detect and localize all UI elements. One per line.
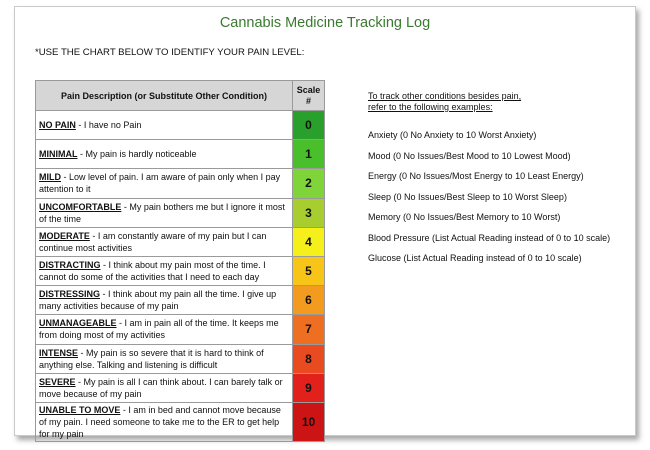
example-item: Energy (0 No Issues/Most Energy to 10 Least Energy) xyxy=(368,171,584,181)
pain-description xyxy=(36,286,293,315)
pain-term: MINIMAL xyxy=(39,149,78,160)
pain-description xyxy=(36,256,293,285)
table-header-row xyxy=(36,81,325,111)
pain-description xyxy=(36,373,293,402)
pain-term: UNMANAGEABLE xyxy=(39,318,117,329)
pain-term: DISTRESSING xyxy=(39,289,101,300)
scale-value: 10 xyxy=(293,402,325,441)
examples-heading xyxy=(368,91,610,113)
pain-text: - I think about my pain all the time. I give up many activities because of my pain xyxy=(39,289,277,312)
table-row xyxy=(36,402,325,441)
example-item: Memory (0 No Issues/Best Memory to 10 Worst) xyxy=(368,212,561,222)
pain-text: - I think about my pain most of the time. I cannot do some of the activities that I need to each day xyxy=(39,260,266,283)
pain-rows xyxy=(36,111,325,442)
pain-term: NO PAIN xyxy=(39,120,76,131)
pain-text: - My pain is all I can think about. I can barely talk or move because of my pain xyxy=(39,376,283,399)
header-scale xyxy=(293,81,325,111)
document-title: Cannabis Medicine Tracking Log xyxy=(219,15,431,31)
example-item: Anxiety (0 No Anxiety to 10 Worst Anxiety) xyxy=(368,130,537,140)
pain-description xyxy=(36,315,293,344)
pain-scale-table xyxy=(35,80,325,442)
header-scale-symbol: # xyxy=(305,95,311,106)
table-row xyxy=(36,286,325,315)
pain-text: - My pain is hardly noticeable xyxy=(77,149,197,160)
examples-heading-line2: refer to the following examples: xyxy=(368,102,493,112)
pain-text: - My pain bothers me but I ignore it most of the time xyxy=(39,201,285,224)
table-row xyxy=(36,111,325,140)
header-scale-word: Scale xyxy=(296,84,321,95)
table-row xyxy=(36,227,325,256)
pain-description xyxy=(36,344,293,373)
scale-value: 0 xyxy=(293,111,325,140)
example-item: Glucose (List Actual Reading instead of 0 to 10 scale) xyxy=(368,253,582,263)
document-page xyxy=(14,6,636,439)
pain-description xyxy=(36,169,293,198)
pain-description xyxy=(36,140,293,169)
pain-text: - I have no Pain xyxy=(75,120,142,131)
pain-text: - I am constantly aware of my pain but I can continue most activities xyxy=(39,230,267,253)
table-row xyxy=(36,256,325,285)
pain-term: DISTRACTING xyxy=(39,260,101,271)
example-item: Mood (0 No Issues/Best Mood to 10 Lowest Mood) xyxy=(368,150,571,161)
table-row xyxy=(36,198,325,227)
scale-value: 1 xyxy=(293,140,325,169)
pain-description xyxy=(36,198,293,227)
pain-text: - Low level of pain. I am aware of pain only when I pay attention to it xyxy=(39,172,281,195)
pain-term: MILD xyxy=(39,172,61,183)
table-row xyxy=(36,373,325,402)
pain-text: - I am in pain all of the time. It keeps me from doing most of my activities xyxy=(39,318,279,341)
scale-value: 2 xyxy=(293,169,325,198)
pain-term: INTENSE xyxy=(39,347,79,358)
scale-value: 5 xyxy=(293,256,325,285)
pain-term: SEVERE xyxy=(39,376,76,387)
scale-value: 9 xyxy=(293,373,325,402)
scale-value: 7 xyxy=(293,315,325,344)
scale-value: 4 xyxy=(293,227,325,256)
header-description: Pain Description (or Substitute Other Condition) xyxy=(36,81,293,111)
pain-text: - My pain is so severe that it is hard to think of anything else. Talking and listening is difficult xyxy=(39,347,264,370)
table-row xyxy=(36,315,325,344)
pain-term: UNABLE TO MOVE xyxy=(39,404,121,415)
examples-list xyxy=(368,129,610,273)
example-item: Sleep (0 No Issues/Best Sleep to 10 Worst Sleep) xyxy=(368,191,567,202)
example-item: Blood Pressure (List Actual Reading instead of 0 to 10 scale) xyxy=(368,232,611,243)
pain-text: - I am in bed and cannot move because of my pain. I need someone to take me to the ER to get help for my pain xyxy=(39,404,281,439)
table-row xyxy=(36,344,325,373)
pain-term: UNCOMFORTABLE xyxy=(39,201,122,212)
instruction-text: *USE THE CHART BELOW TO IDENTIFY YOUR PAIN LEVEL: xyxy=(35,47,305,58)
table-row xyxy=(36,169,325,198)
scale-value: 6 xyxy=(293,286,325,315)
pain-description xyxy=(36,227,293,256)
examples-heading-line1: To track other conditions besides pain, xyxy=(368,91,522,101)
scale-value: 8 xyxy=(293,344,325,373)
examples-section xyxy=(368,91,610,273)
pain-term: MODERATE xyxy=(39,230,90,241)
table-row xyxy=(36,140,325,169)
scale-value: 3 xyxy=(293,198,325,227)
pain-description xyxy=(36,111,293,140)
pain-description xyxy=(36,402,293,441)
